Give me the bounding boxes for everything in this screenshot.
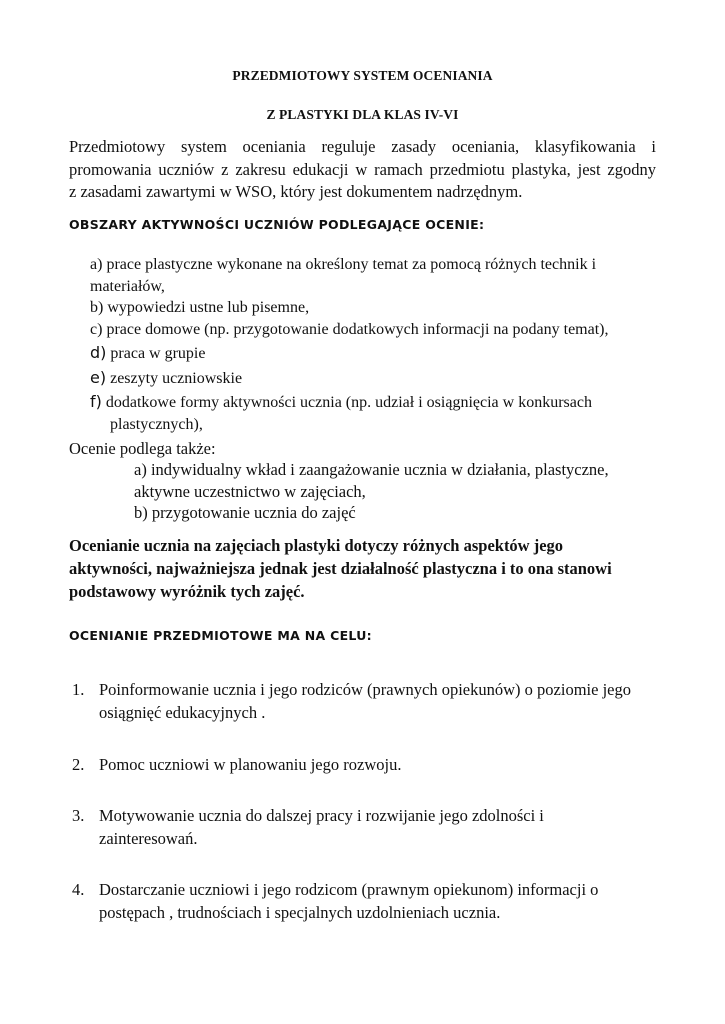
list-item-label: f): [90, 392, 102, 411]
list-item: [90, 391, 670, 414]
list-item-text: prace domowe (np. przygotowanie dodatkowych informacji na podany temat),: [106, 320, 609, 338]
list-item-text: prace plastyczne wykonane na określony temat za pomocą różnych technik i: [106, 256, 597, 273]
section-heading-goals: OCENIANIE PRZEDMIOTOWE MA NA CELU:: [69, 628, 372, 643]
also-item: aktywne uczestnictwo w zajęciach,: [134, 481, 366, 501]
goal-item: [72, 679, 662, 724]
list-item-label: b): [90, 299, 104, 316]
list-item: [90, 254, 670, 276]
goal-text: Poinformowanie ucznia i jego rodziców (prawnych opiekunów) o poziomie jego: [99, 680, 631, 699]
goal-text: Pomoc uczniowi w planowaniu jego rozwoju.: [99, 755, 402, 774]
list-item-text: wypowiedzi ustne lub pisemne,: [107, 299, 310, 316]
list-item-label: e): [90, 367, 107, 387]
list-item-text: zeszyty uczniowskie: [110, 369, 243, 387]
goal-number: 2.: [72, 755, 85, 774]
also-list: [134, 459, 654, 524]
emphasis-line: podstawowy wyróżnik tych zajęć.: [69, 582, 305, 601]
goal-number: 1.: [72, 680, 85, 699]
list-item: [90, 367, 670, 390]
also-item: a) indywidualny wkład i zaangażowanie ucznia w działania, plastyczne,: [134, 460, 609, 479]
goal-number: 3.: [72, 806, 85, 825]
goal-item: [72, 754, 662, 777]
goal-item: [72, 879, 662, 924]
list-item-label: c): [90, 320, 103, 338]
also-item: b) przygotowanie ucznia do zajęć: [134, 503, 356, 522]
list-item-continuation: plastycznych),: [110, 415, 203, 433]
emphasis-paragraph: [69, 534, 669, 603]
goal-item: [72, 805, 662, 850]
goal-text-continuation: osiągnięć edukacyjnych .: [99, 702, 266, 722]
list-item-text: dodatkowe formy aktywności ucznia (np. udział i osiągnięcia w konkursach: [105, 394, 592, 411]
goal-number: 4.: [72, 880, 85, 899]
goal-text: Dostarczanie uczniowi i jego rodzicom (prawnym opiekunom) informacji o: [99, 880, 599, 899]
document-subtitle: Z PLASTYKI DLA KLAS IV-VI: [266, 107, 459, 122]
goal-text-continuation: zainteresowań.: [99, 828, 198, 848]
list-item: [90, 297, 670, 319]
goal-text: Motywowanie ucznia do dalszej pracy i rozwijanie jego zdolności i: [99, 806, 544, 825]
document-title: PRZEDMIOTOWY SYSTEM OCENIANIA: [232, 68, 493, 83]
list-item-label: a): [90, 256, 103, 273]
areas-list: [90, 254, 670, 435]
also-heading: Ocenie podlega także:: [69, 439, 216, 458]
list-item: [90, 342, 670, 365]
list-item-label: d): [90, 343, 107, 362]
goal-text-continuation: postępach , trudnościach i specjalnych uzdolnieniach ucznia.: [99, 902, 501, 922]
emphasis-line: aktywności, najważniejsza jednak jest działalność plastyczna i to ona stanowi: [69, 559, 612, 578]
intro-line: Przedmiotowy system oceniania reguluje zasady oceniania, klasyfikowania i: [69, 137, 656, 156]
list-item: [90, 319, 670, 341]
intro-paragraph: [69, 136, 656, 204]
intro-line: z zasadami zawartymi w WSO, który jest dokumentem nadrzędnym.: [69, 182, 523, 201]
list-item-text: praca w grupie: [110, 345, 206, 362]
list-item-continuation: materiałów,: [90, 277, 165, 295]
intro-line: promowania uczniów z zakresu edukacji w ramach przedmiotu plastyka, jest zgodny: [69, 159, 656, 179]
section-heading-areas: OBSZARY AKTYWNOŚCI UCZNIÓW PODLEGAJĄCE OCENIE:: [69, 217, 485, 232]
emphasis-line: Ocenianie ucznia na zajęciach plastyki dotyczy różnych aspektów jego: [69, 536, 564, 555]
